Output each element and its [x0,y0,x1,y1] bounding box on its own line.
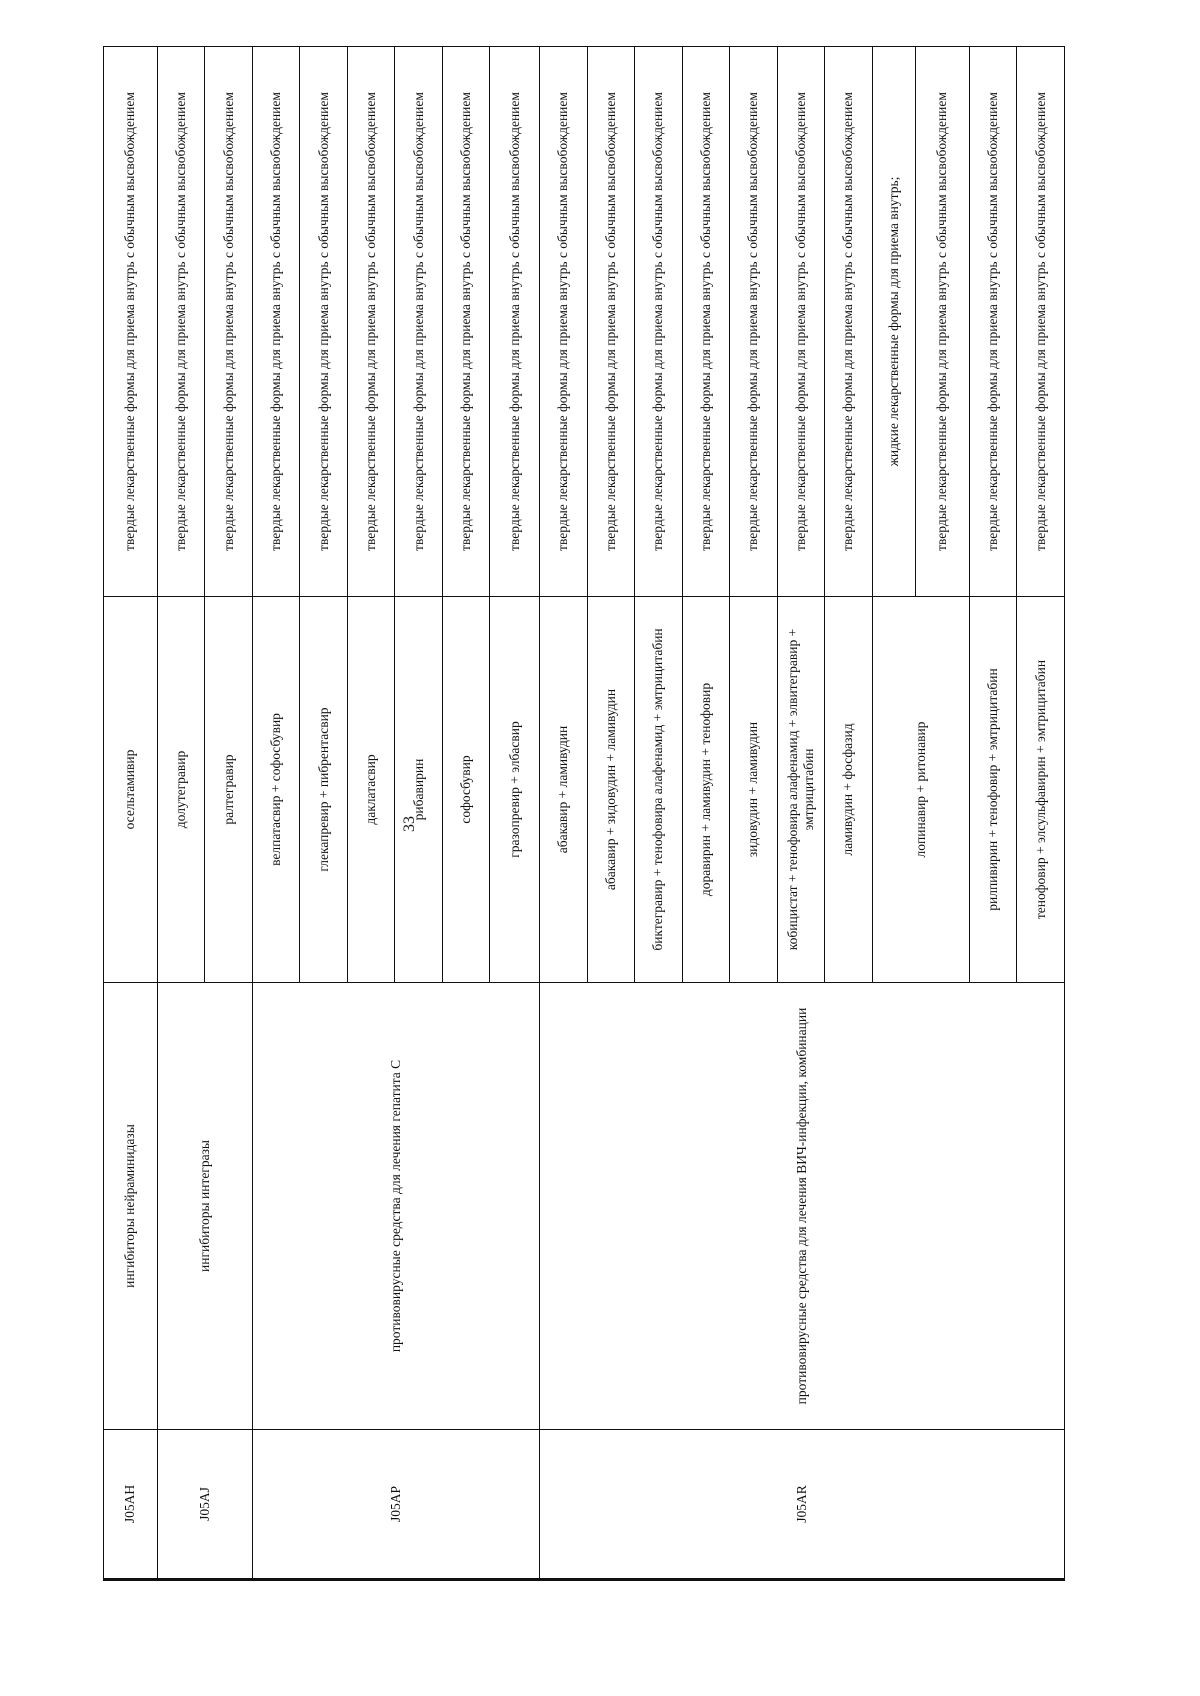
drug-name-cell: даклатасвир [347,597,395,983]
drug-name-cell: ралтегравир [205,597,253,983]
table-row [252,47,300,1580]
dosage-form-cell: твердые лекарственные формы для приема внутрь с обычным высвобождением [300,47,348,597]
drug-name-cell: биктегравир + тенофовира алафенамид + эмтрицитабин [635,597,683,983]
drug-name-cell: доравирин + ламивудин + тенофовир [682,597,730,983]
pharmacological-group-cell: противовирусные средства для лечения гепатита С [252,983,539,1430]
drug-name-cell: кобицистат + тенофовира алафенамид + элвитегравир + эмтрицитабин [777,597,825,983]
pharmacological-group-cell: ингибиторы интегразы [157,983,252,1430]
page-number: 33 [401,816,418,832]
drug-name-cell: абакавир + зидовудин + ламивудин [587,597,635,983]
table-row [157,47,205,1580]
drug-name-cell: глекапревир + пибрентасвир [300,597,348,983]
dosage-form-cell: твердые лекарственные формы для приема внутрь с обычным высвобождением [540,47,588,597]
atc-code-cell: J05AR [540,1430,1065,1580]
table-row [540,47,588,1580]
drug-classification-table [103,46,1065,1581]
atc-code-cell: J05AP [252,1430,539,1580]
pharmacological-group-cell: ингибиторы нейраминидазы [104,983,158,1430]
dosage-form-cell: твердые лекарственные формы для приема внутрь с обычным высвобождением [490,47,540,597]
dosage-form-cell: твердые лекарственные формы для приема внутрь с обычным высвобождением [730,47,778,597]
dosage-form-cell: жидкие лекарственные формы для приема внутрь; [872,47,915,597]
dosage-form-cell: твердые лекарственные формы для приема внутрь с обычным высвобождением [442,47,490,597]
dosage-form-cell: твердые лекарственные формы для приема внутрь с обычным высвобождением [682,47,730,597]
drug-name-cell: гразопревир + элбасвир [490,597,540,983]
dosage-form-cell: твердые лекарственные формы для приема внутрь с обычным высвобождением [969,47,1017,597]
atc-code-cell: J05AH [104,1430,158,1580]
pharmacological-group-cell: противовирусные средства для лечения ВИЧ-инфекции, комбинации [540,983,1065,1430]
dosage-form-cell: твердые лекарственные формы для приема внутрь с обычным высвобождением [777,47,825,597]
dosage-form-cell: твердые лекарственные формы для приема внутрь с обычным высвобождением [825,47,873,597]
atc-code-cell: J05AJ [157,1430,252,1580]
drug-name-cell: зидовудин + ламивудин [730,597,778,983]
dosage-form-cell: твердые лекарственные формы для приема внутрь с обычным высвобождением [252,47,300,597]
drug-name-cell: осельтамивир [104,597,158,983]
dosage-form-cell: твердые лекарственные формы для приема внутрь с обычным высвобождением [915,47,969,597]
drug-name-cell: велпатасвир + софосбувир [252,597,300,983]
dosage-form-cell: твердые лекарственные формы для приема внутрь с обычным высвобождением [205,47,253,597]
rotated-table-container [103,48,1065,1581]
dosage-form-cell: твердые лекарственные формы для приема внутрь с обычным высвобождением [104,47,158,597]
drug-name-cell: лопинавир + ритонавир [872,597,969,983]
dosage-form-cell: твердые лекарственные формы для приема внутрь с обычным высвобождением [587,47,635,597]
drug-name-cell: тенофовир + элсульфавирин + эмтрицитабин [1017,597,1065,983]
drug-name-cell: рибавирин [395,597,443,983]
table-row [104,47,158,1580]
dosage-form-cell: твердые лекарственные формы для приема внутрь с обычным высвобождением [157,47,205,597]
drug-name-cell: рилпивирин + тенофовир + эмтрицитабин [969,597,1017,983]
drug-name-cell: софосбувир [442,597,490,983]
dosage-form-cell: твердые лекарственные формы для приема внутрь с обычным высвобождением [635,47,683,597]
drug-name-cell: ламивудин + фосфазид [825,597,873,983]
dosage-form-cell: твердые лекарственные формы для приема внутрь с обычным высвобождением [1017,47,1065,597]
dosage-form-cell: твердые лекарственные формы для приема внутрь с обычным высвобождением [347,47,395,597]
drug-name-cell: долутегравир [157,597,205,983]
drug-name-cell: абакавир + ламивудин [540,597,588,983]
dosage-form-cell: твердые лекарственные формы для приема внутрь с обычным высвобождением [395,47,443,597]
